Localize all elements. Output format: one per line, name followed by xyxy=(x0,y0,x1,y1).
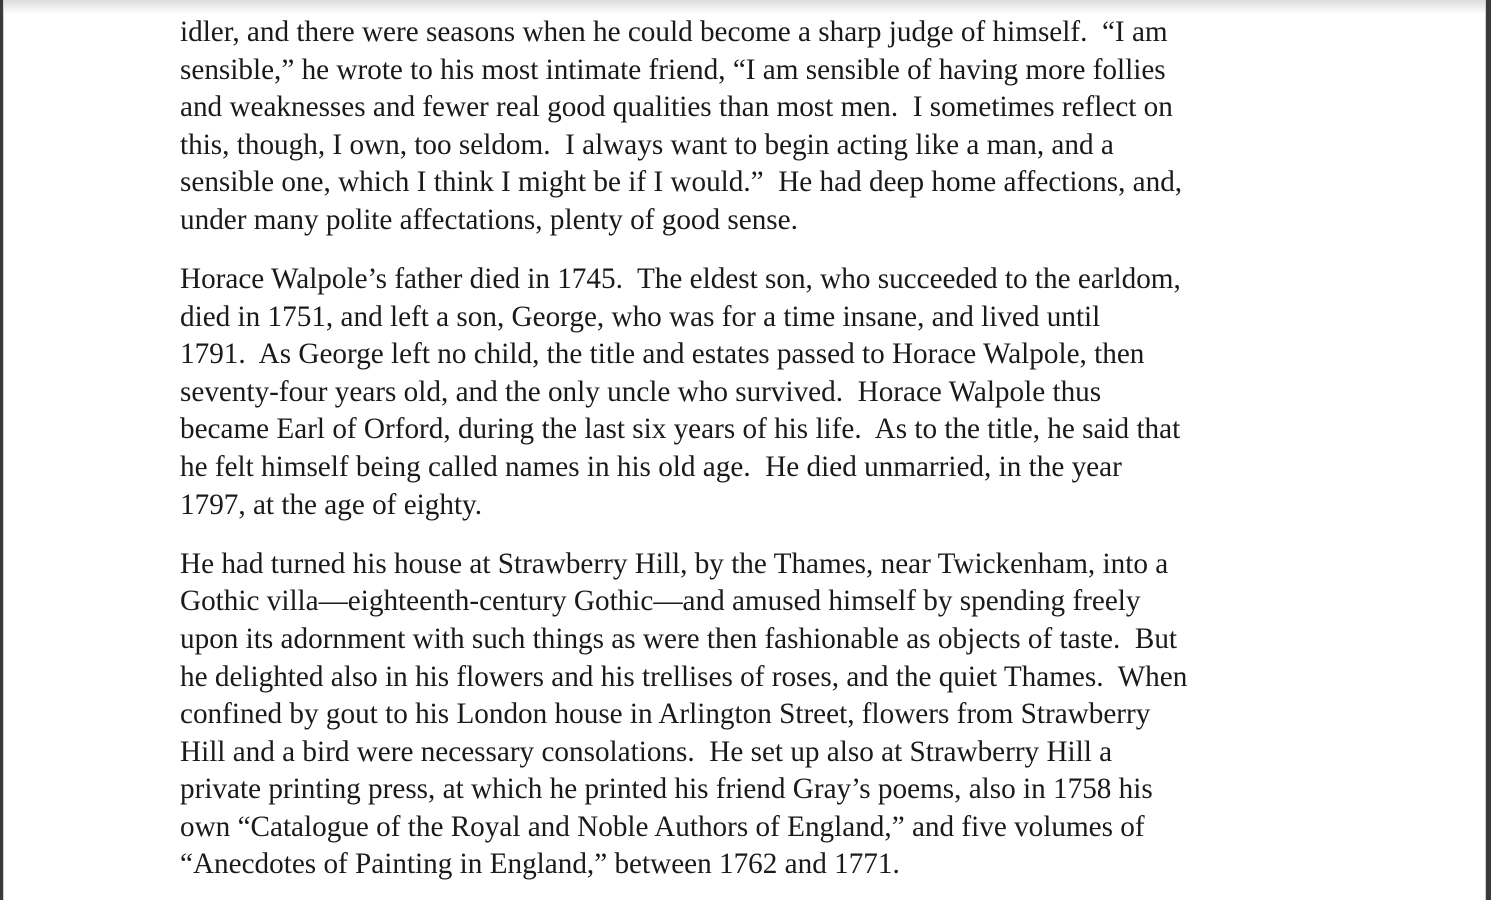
text-line: own “Catalogue of the Royal and Noble Authors of England,” and five volumes of xyxy=(180,810,1145,843)
text-line: he felt himself being called names in his old age. He died unmarried, in the year xyxy=(180,451,1122,484)
text-line: 1791. As George left no child, the title and estates passed to Horace Walpole, then xyxy=(180,338,1145,371)
text-line: “Anecdotes of Painting in England,” between 1762 and 1771. xyxy=(180,848,900,881)
text-line: He had turned his house at Strawberry Hill, by the Thames, near Twickenham, into a xyxy=(180,547,1169,580)
text-line: upon its adornment with such things as were then fashionable as objects of taste. But xyxy=(180,622,1178,655)
text-line: Horace Walpole’s father died in 1745. The eldest son, who succeeded to the earldom, xyxy=(180,263,1181,296)
text-line: sensible,” he wrote to his most intimate friend, “I am sensible of having more follies xyxy=(180,53,1166,86)
text-line: he delighted also in his flowers and his trellises of roses, and the quiet Thames. When xyxy=(180,660,1188,693)
paragraph-3 xyxy=(180,546,1340,884)
text-line: confined by gout to his London house in Arlington Street, flowers from Strawberry xyxy=(180,698,1151,731)
text-line: Gothic villa—eighteenth-century Gothic—and amused himself by spending freely xyxy=(180,585,1141,618)
paragraph-2 xyxy=(180,261,1340,524)
text-line: became Earl of Orford, during the last six years of his life. As to the title, he said that xyxy=(180,413,1181,446)
text-line: private printing press, at which he printed his friend Gray’s poems, also in 1758 his xyxy=(180,773,1153,806)
text-line: this, though, I own, too seldom. I always want to begin acting like a man, and a xyxy=(180,128,1114,161)
document-page xyxy=(4,0,1485,900)
text-line: sensible one, which I think I might be if I would.” He had deep home affections, and, xyxy=(180,166,1183,199)
text-line: died in 1751, and left a son, George, who was for a time insane, and lived until xyxy=(180,300,1101,333)
page-top-shadow xyxy=(4,0,1485,14)
text-line: Hill and a bird were necessary consolations. He set up also at Strawberry Hill a xyxy=(180,735,1113,768)
document-body xyxy=(180,14,1340,900)
text-line: under many polite affectations, plenty of good sense. xyxy=(180,203,798,236)
text-line: and weaknesses and fewer real good qualities than most men. I sometimes reflect on xyxy=(180,91,1173,124)
text-line: 1797, at the age of eighty. xyxy=(180,488,483,521)
text-line: idler, and there were seasons when he could become a sharp judge of himself. “I am xyxy=(180,16,1168,48)
text-line: seventy-four years old, and the only uncle who survived. Horace Walpole thus xyxy=(180,375,1102,408)
paragraph-1 xyxy=(180,14,1340,240)
